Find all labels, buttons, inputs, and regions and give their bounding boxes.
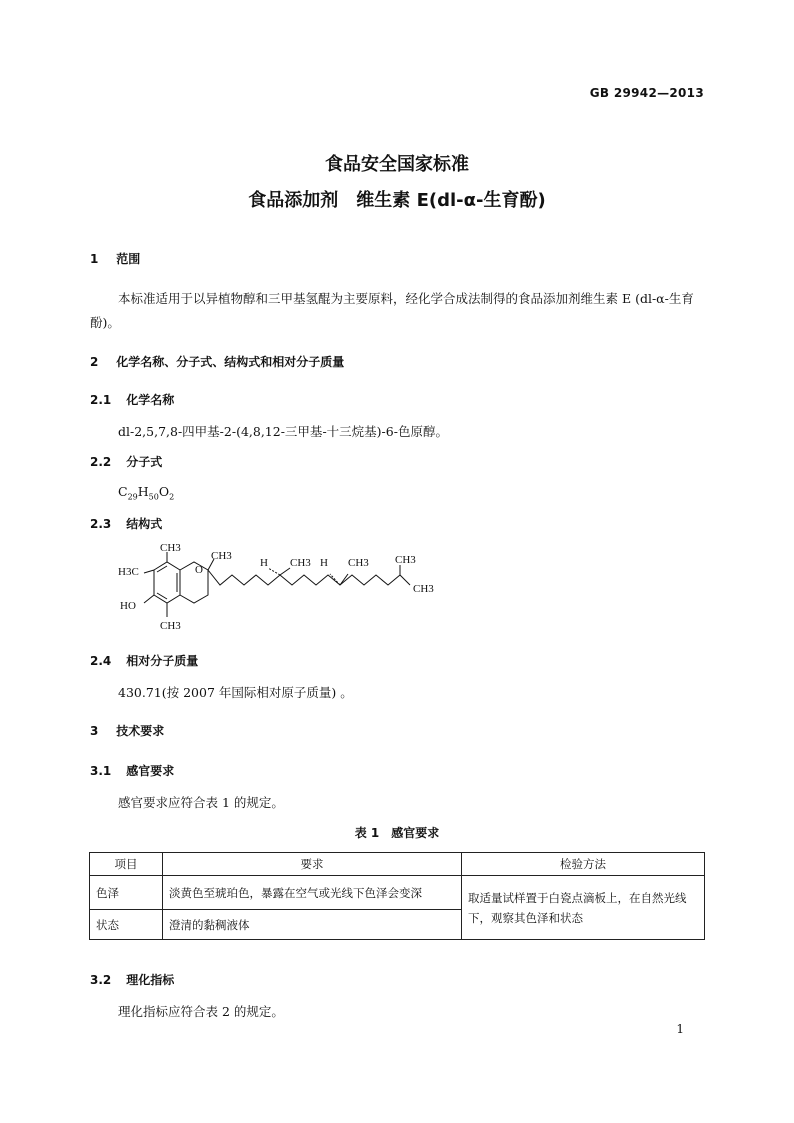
section-2-heading — [90, 353, 344, 370]
label-h-2: H — [320, 557, 328, 569]
section-3-1-text: 感官要求应符合表 1 的规定。 — [118, 795, 284, 810]
row-requirement: 澄清的黏稠液体 — [163, 910, 462, 940]
section-number: 1 — [90, 252, 99, 266]
formula-c: C — [118, 484, 128, 499]
section-title: 范围 — [116, 252, 141, 266]
formula-o: O — [158, 484, 170, 499]
section-2-2-heading — [90, 453, 162, 470]
row-item: 色泽 — [90, 876, 163, 910]
row-test-method: 取适量试样置于白瓷点滴板上，在自然光线下，观察其色泽和状态 — [462, 876, 705, 940]
section-number: 3 — [90, 724, 99, 738]
structural-formula — [108, 540, 458, 640]
label-ch3-top: CH3 — [160, 542, 181, 554]
header-item: 项目 — [90, 853, 163, 876]
section-2-1-heading — [90, 391, 174, 408]
row-requirement: 淡黄色至琥珀色，暴露在空气或光线下色泽会变深 — [163, 876, 462, 910]
label-ch3-bottom: CH3 — [160, 620, 181, 632]
section-number: 3.1 — [90, 764, 112, 778]
section-title: 相对分子质量 — [126, 654, 199, 668]
formula-c-count: 29 — [127, 492, 138, 502]
section-title: 技术要求 — [116, 724, 165, 738]
label-ch3-end: CH3 — [413, 583, 434, 595]
label-ring-oxygen: O — [195, 564, 203, 576]
formula-h: H — [137, 484, 149, 499]
section-number: 2.2 — [90, 455, 112, 469]
section-1-heading — [90, 250, 140, 267]
header-test-method: 检验方法 — [462, 853, 705, 876]
label-h-1: H — [260, 557, 268, 569]
section-title: 感官要求 — [126, 764, 175, 778]
section-title: 化学名称、分子式、结构式和相对分子质量 — [116, 355, 345, 369]
section-3-2-text: 理化指标应符合表 2 的规定。 — [118, 1004, 284, 1019]
section-title: 分子式 — [126, 455, 163, 469]
document-subtitle: 食品添加剂 维生素 E(dl-α-生育酚) — [248, 190, 546, 211]
section-3-2-heading — [90, 971, 174, 988]
section-3-heading — [90, 722, 164, 739]
formula-h-count: 50 — [148, 492, 159, 502]
label-ho: HO — [120, 600, 136, 612]
standard-code: GB 29942—2013 — [589, 86, 704, 100]
section-number: 2.4 — [90, 654, 112, 668]
molecular-weight: 430.71(按 2007 年国际相对原子质量) 。 — [118, 685, 353, 700]
molecular-formula — [118, 484, 174, 502]
section-2-3-heading — [90, 515, 162, 532]
section-number: 2 — [90, 355, 99, 369]
header-requirement: 要求 — [163, 853, 462, 876]
section-number: 2.1 — [90, 393, 112, 407]
chemical-name: dl-2,5,7,8-四甲基-2-(4,8,12-三甲基-十三烷基)-6-色原醇。 — [118, 424, 448, 439]
table-row — [90, 876, 705, 910]
section-title: 理化指标 — [126, 973, 175, 987]
section-3-1-heading — [90, 762, 174, 779]
document-title: 食品安全国家标准 — [325, 154, 469, 175]
row-item: 状态 — [90, 910, 163, 940]
section-title: 结构式 — [126, 517, 163, 531]
section-number: 2.3 — [90, 517, 112, 531]
label-ch3-1: CH3 — [290, 557, 311, 569]
table-sensory-requirements — [89, 852, 705, 940]
section-title: 化学名称 — [126, 393, 175, 407]
section-2-4-heading — [90, 652, 198, 669]
label-ch3-2: CH3 — [348, 557, 369, 569]
formula-o-count: 2 — [169, 492, 175, 502]
section-1-paragraph: 本标准适用于以异植物醇和三甲基氢醌为主要原料，经化学合成法制得的食品添加剂维生素 E (dl-α-生育酚)。 — [90, 291, 694, 330]
label-h3c: H3C — [118, 566, 139, 578]
label-ch3-end-top: CH3 — [395, 554, 416, 566]
label-ch3-quaternary: CH3 — [211, 550, 232, 562]
section-number: 3.2 — [90, 973, 112, 987]
table-1-caption: 表 1 感官要求 — [354, 826, 440, 840]
page-number: 1 — [676, 1022, 684, 1036]
table-header-row — [90, 853, 705, 876]
